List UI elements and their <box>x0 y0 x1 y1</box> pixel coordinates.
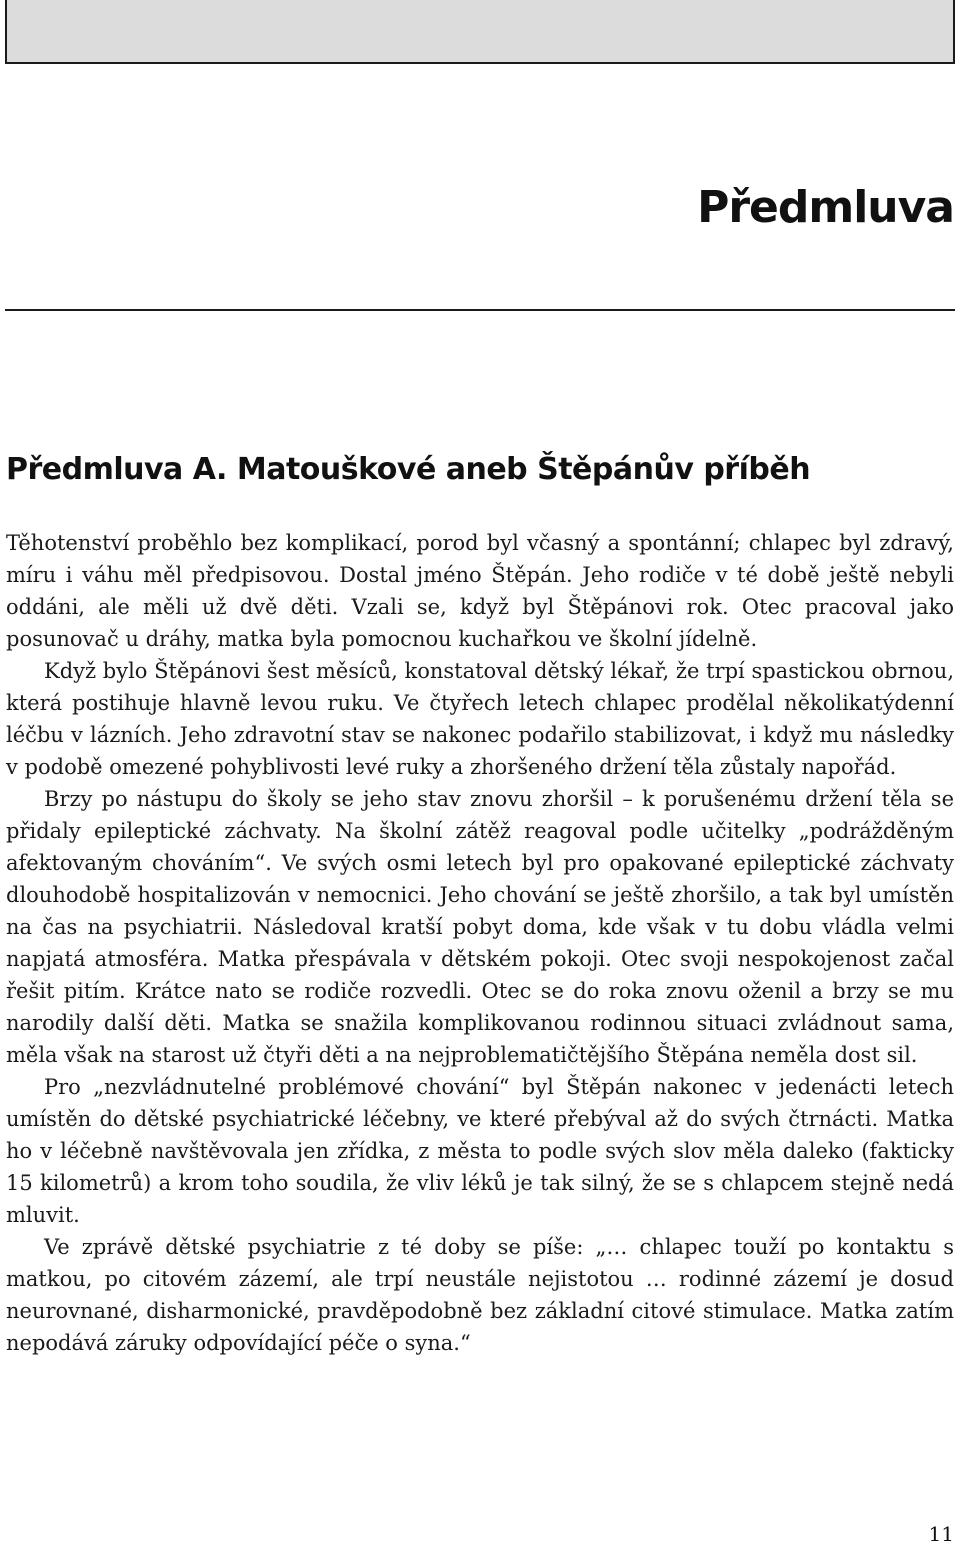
body-text <box>6 527 954 1359</box>
paragraph: Pro „nezvládnutelné problémové chování“ byl Štěpán nakonec v jedenácti letech umístěn do dětské psychiatrické léčebny, ve které přebýval až do svých čtrnácti. Matka ho v léčebně navštěvovala jen zřídka, z města to podle svých slov měla daleko (fakticky 15 kilometrů) a krom toho soudila, že vliv léků je tak silný, že se s chlapcem stejně nedá mluvit. <box>6 1075 954 1227</box>
page-number: 11 <box>928 1522 954 1546</box>
chapter-title: Předmluva <box>697 182 954 233</box>
paragraph: Ve zprávě dětské psychiatrie z té doby se píše: „… chlapec touží po kontaktu s matkou, po citovém zázemí, ale trpí neustále nejistotou … rodinné zázemí je dosud neurovnané, disharmonické, pravděpodobně bez základní citové stimulace. Matka zatím nepodává záruky odpovídající péče o syna.“ <box>6 1235 954 1355</box>
section-heading: Předmluva A. Matouškové aneb Štěpánův příběh <box>6 452 811 487</box>
title-divider <box>5 309 955 311</box>
paragraph: Těhotenství proběhlo bez komplikací, porod byl včasný a spontánní; chlapec byl zdravý, míru i váhu měl předpisovou. Dostal jméno Štěpán. Jeho rodiče v té době ještě nebyli oddáni, ale měli už dvě děti. Vzali se, když byl Štěpánovi rok. Otec pracoval jako posunovač u dráhy, matka byla pomocnou kuchařkou ve školní jídelně. <box>6 531 954 651</box>
paragraph: Když bylo Štěpánovi šest měsíců, konstatoval dětský lékař, že trpí spastickou obrnou, která postihuje hlavně levou ruku. Ve čtyřech letech chlapec prodělal několikatýdenní léčbu v lázních. Jeho zdravotní stav se nakonec podařilo stabilizovat, i když mu následky v podobě omezené pohyblivosti levé ruky a zhoršeného držení těla zůstaly napořád. <box>6 659 954 779</box>
header-band <box>5 0 955 64</box>
paragraph: Brzy po nástupu do školy se jeho stav znovu zhoršil – k porušenému držení těla se přidaly epileptické záchvaty. Na školní zátěž reagoval podle učitelky „podrážděným afektovaným chováním“. Ve svých osmi letech byl pro opakované epileptické záchvaty dlouhodobě hospitalizován v nemocnici. Jeho chování se ještě zhoršilo, a tak byl umístěn na čas na psychiatrii. Následoval kratší pobyt doma, kde však v tu dobu vládla velmi napjatá atmosféra. Matka přespávala v dětském pokoji. Otec svoji nespokojenost začal řešit pitím. Krátce nato se rodiče rozvedli. Otec se do roka znovu oženil a brzy se mu narodily další děti. Matka se snažila komplikovanou rodinnou situaci zvládnout sama, měla však na starost už čtyři děti a na nejproblematičtějšího Štěpána neměla dost sil. <box>6 787 954 1067</box>
